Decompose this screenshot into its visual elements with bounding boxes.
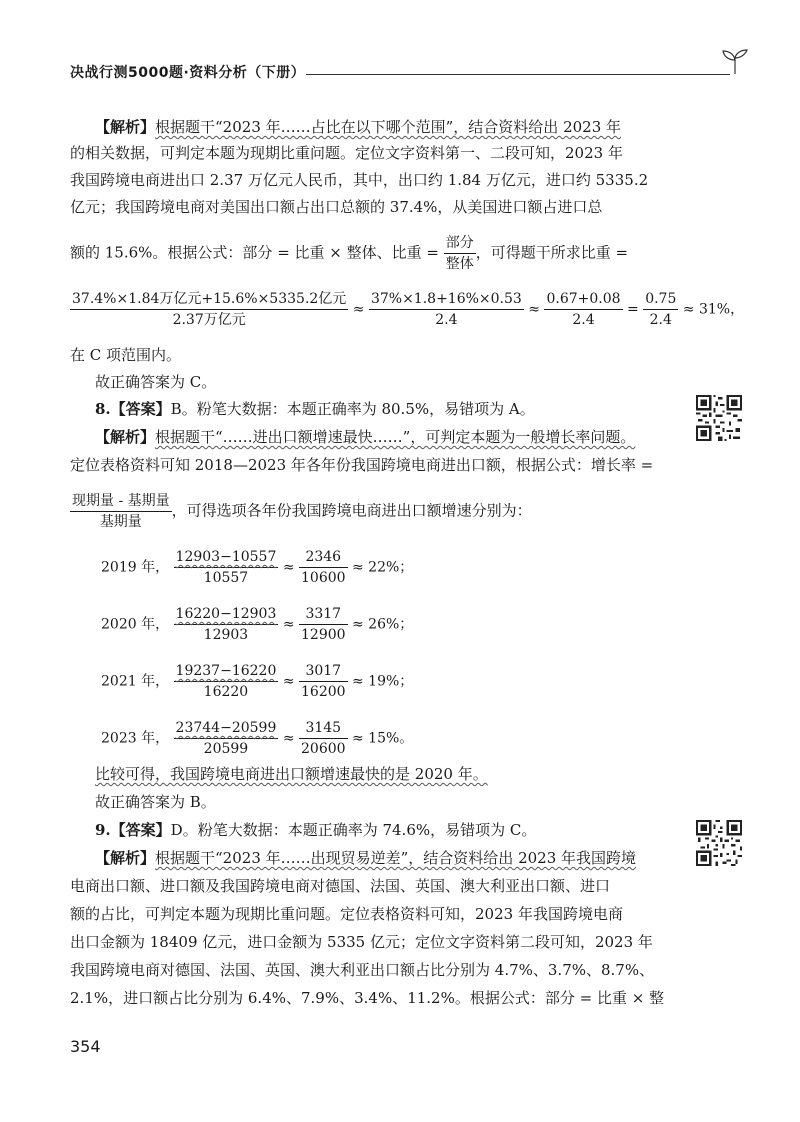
page-number: 354 bbox=[70, 1037, 101, 1056]
q9-answer: 9.【答案】D。粉笔大数据：本题正确率为 74.6%，易错项为 C。 bbox=[95, 821, 537, 839]
q8-conclusion: 故正确答案为 B。 bbox=[95, 793, 216, 811]
answer-label: 9.【答案】 bbox=[95, 821, 171, 839]
formula-fraction-1: $\frac{\text{37.4\%×1.84万亿元+15.6\%×5335.2亿元}}{\text{2.37万亿元}}$ bbox=[72, 291, 347, 328]
analysis-label: 【解析】 bbox=[95, 849, 156, 867]
formula-fraction-2: $\frac{37\%\times 1.8+16\%\times 0.53}{2.4}$ bbox=[370, 291, 522, 328]
q7-analysis-line7: 在 C 项范围内。 bbox=[70, 346, 182, 364]
q7-formula: $\frac{\text{37.4\%×1.84万亿元+15.6\%×5335.2亿元}}{\text{2.37万亿元}}$ ≈ $\frac{37\%\times 1.8+16\%\times 0.53}{2.4}$ ≈ $\frac{0.67+0.08}{2.4}$ = $\frac{0.75}{2.4}$ ≈ 31%， bbox=[72, 291, 745, 328]
sprout-icon bbox=[720, 48, 750, 76]
q9-analysis-line6: 2.1%，进口额占比分别为 6.4%、7.9%、3.4%、11.2%。根据公式：部分 = 比重 × 整 bbox=[70, 989, 665, 1007]
qr-code-icon bbox=[696, 820, 742, 866]
q7-analysis-line2: 的相关数据，可判定本题为现期比重问题。定位文字资料第一、二段可知，2023 年 bbox=[70, 144, 623, 162]
q8-analysis-line2: 定位表格资料可知 2018—2023 年各年份我国跨境电商进出口额，根据公式：增长率 = bbox=[70, 456, 654, 474]
q8-analysis-line1: 【解析】根据题干“……进出口额增速最快……”，可判定本题为一般增长率问题。 bbox=[95, 428, 636, 446]
q8-calc-2020: 2020 年， $\frac{16220-12903}{12903}$ ≈ $\frac{3317}{12900}$ ≈ 26%； bbox=[101, 606, 414, 643]
header-rule bbox=[306, 74, 730, 75]
q8-compare: 比较可得，我国跨境电商进出口额增速最快的是 2020 年。 bbox=[95, 765, 488, 783]
formula-fraction-3: $\frac{0.67+0.08}{2.4}$ bbox=[546, 291, 621, 328]
q9-analysis-line4: 出口金额为 18409 亿元，进口金额为 5335 亿元；定位文字资料第二段可知，2023 年 bbox=[70, 933, 653, 951]
q8-calc-2019: 2019 年， $\frac{12903-10557}{10557}$ ≈ $\frac{2346}{10600}$ ≈ 22%； bbox=[101, 549, 414, 586]
q8-calc-2021: 2021 年， $\frac{19237-16220}{16220}$ ≈ $\frac{3017}{16200}$ ≈ 19%； bbox=[101, 663, 414, 700]
growth-rate-formula: $\frac{\text{现期量 - 基期量}}{\text{基期量}}$ bbox=[72, 493, 170, 530]
q8-qr-code-icon[interactable] bbox=[696, 395, 742, 441]
q7-analysis-line3: 我国跨境电商进出口 2.37 万亿元人民币，其中，出口约 1.84 万亿元，进口约 5335.2 bbox=[70, 171, 649, 189]
ratio-formula: $\frac{\text{部分}}{\text{整体}}$ bbox=[445, 235, 474, 272]
q7-analysis-line4: 亿元；我国跨境电商对美国出口额占出口总额的 37.4%，从美国进口额占进口总 bbox=[70, 198, 603, 216]
q9-qr-code-icon[interactable] bbox=[696, 820, 742, 866]
q9-analysis-line1: 【解析】根据题干“2023 年……出现贸易逆差”，结合资料给出 2023 年我国跨境 bbox=[95, 849, 637, 867]
running-header bbox=[70, 60, 750, 84]
q9-analysis-line2: 电商出口额、进口额及我国跨境电商对德国、法国、英国、澳大利亚出口额、进口 bbox=[70, 877, 611, 895]
q8-analysis-line3: $\frac{\text{现期量 - 基期量}}{\text{基期量}}$ ，可得选项各年份我国跨境电商进出口额增速分别为： bbox=[72, 493, 532, 530]
analysis-label: 【解析】 bbox=[95, 428, 156, 446]
formula-fraction-4: $\frac{0.75}{2.4}$ bbox=[645, 291, 677, 328]
qr-code-icon bbox=[696, 395, 742, 441]
q7-analysis-line1: 【解析】根据题干“2023 年……占比在以下哪个范围”，结合资料给出 2023 年 bbox=[95, 118, 622, 136]
q8-calc-2023: 2023 年， $\frac{23744-20599}{20599}$ ≈ $\frac{3145}{20600}$ ≈ 15%。 bbox=[101, 720, 414, 757]
q9-analysis-line5: 我国跨境电商对德国、法国、英国、澳大利亚出口额占比分别为 4.7%、3.7%、8.7%、 bbox=[70, 961, 655, 979]
q9-analysis-line3: 额的占比，可判定本题为现期比重问题。定位表格资料可知，2023 年我国跨境电商 bbox=[70, 905, 623, 923]
analysis-label: 【解析】 bbox=[95, 118, 156, 136]
q7-analysis-line5: 额的 15.6%。根据公式：部分 = 比重 × 整体、比重 = $\frac{\text{部分}}{\text{整体}}$ ，可得题干所求比重 = bbox=[70, 235, 629, 272]
q7-conclusion: 故正确答案为 C。 bbox=[95, 373, 217, 391]
q8-answer: 8.【答案】B。粉笔大数据：本题正确率为 80.5%，易错项为 A。 bbox=[95, 400, 535, 418]
book-title: 决战行测5000题·资料分析（下册） bbox=[70, 65, 306, 81]
answer-label: 8.【答案】 bbox=[95, 400, 171, 418]
